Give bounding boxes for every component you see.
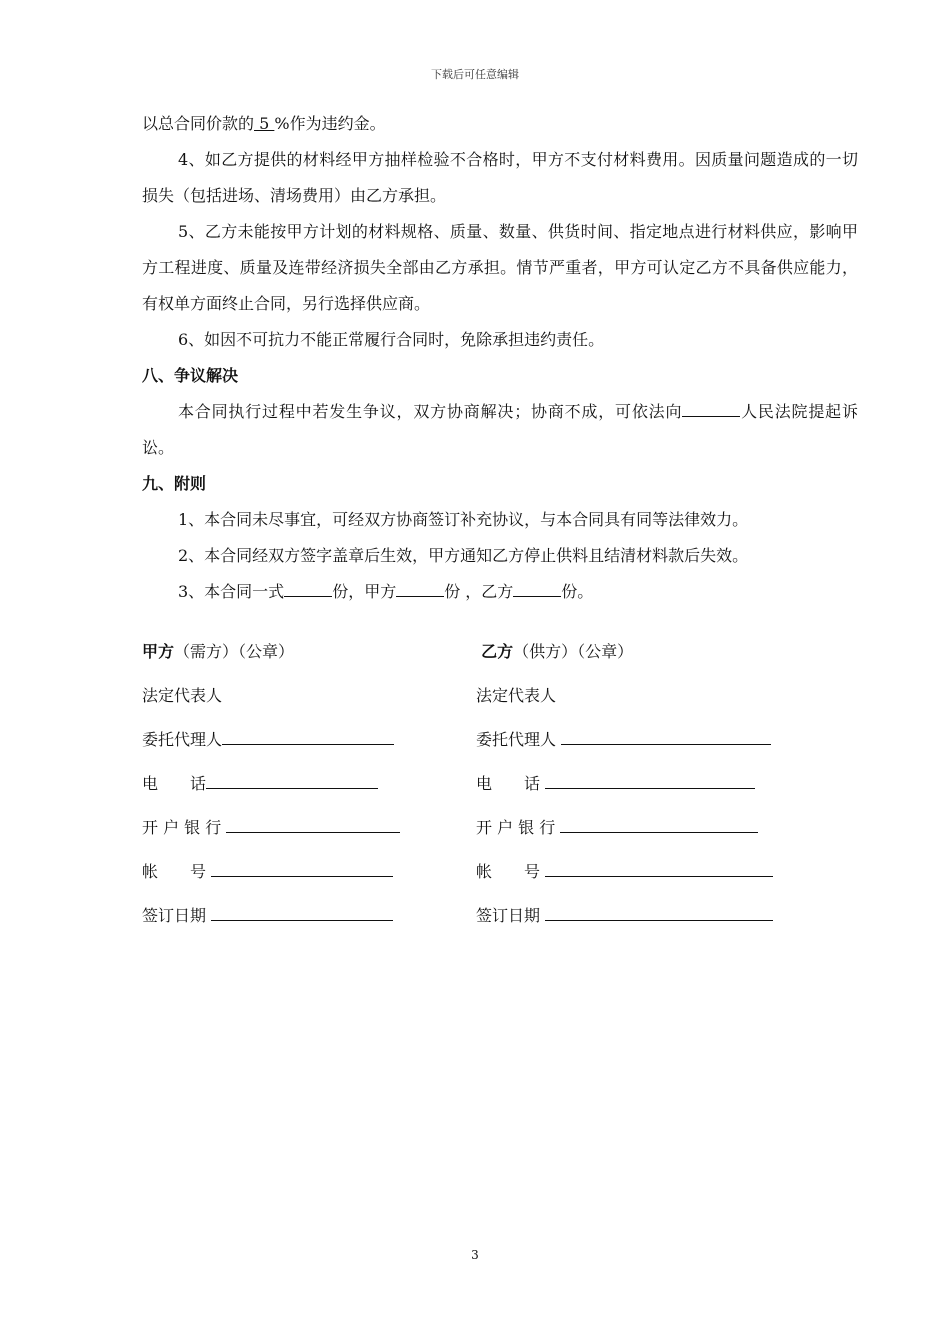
- party-b-agent-line: [561, 724, 771, 745]
- penalty-clause-continuation: [142, 106, 858, 142]
- party-a-bank-line: [226, 812, 400, 833]
- contract-body: [142, 106, 858, 610]
- party-a-agent-label: 委托代理人: [142, 730, 223, 749]
- copies-text-a: 3、本合同一式: [178, 582, 285, 601]
- copies-party-b-blank: [513, 578, 561, 597]
- party-a-heading: [142, 636, 400, 680]
- party-b-phone-label: 电 话: [476, 774, 541, 793]
- party-a-rep-label: 法定代表人: [142, 686, 223, 705]
- party-a-date-label: 签订日期: [142, 906, 207, 925]
- party-a-bank-label: 开 户 银 行: [142, 818, 222, 837]
- party-b-bank-line: [560, 812, 758, 833]
- party-b-date-label: 签订日期: [476, 906, 541, 925]
- dispute-text-post: 人民法院提起诉讼。: [142, 402, 858, 457]
- page-header: 下载后可任意编辑: [431, 68, 519, 81]
- copies-total-blank: [284, 578, 332, 597]
- party-a-account-row: [142, 856, 400, 900]
- party-a-date-line: [211, 900, 393, 921]
- party-a-rep-row: [142, 680, 400, 724]
- copies-text-c: 份 ，乙方: [444, 582, 514, 601]
- party-a-title: 甲方: [142, 642, 175, 661]
- supplementary-clause-2: 2、本合同经双方签字盖章后生效，甲方通知乙方停止供料且结清材料款后失效。: [178, 546, 749, 565]
- party-b-signature: [476, 636, 773, 944]
- party-b-agent-row: [476, 724, 773, 768]
- party-a-phone-row: [142, 768, 400, 812]
- party-b-rep-label: 法定代表人: [476, 686, 557, 705]
- party-a-date-row: [142, 900, 400, 944]
- penalty-text-post: %作为违约金。: [274, 114, 386, 133]
- clause-5: 5、乙方未能按甲方计划的材料规格、质量、数量、供货时间、指定地点进行材料供应，影响甲方工程进度、质量及连带经济损失全部由乙方承担。情节严重者，甲方可认定乙方不具备供应能力，有权单方面终止合同，另行选择供应商。: [142, 222, 858, 313]
- party-b-account-row: [476, 856, 773, 900]
- party-b-phone-row: [476, 768, 773, 812]
- party-b-heading: [476, 636, 773, 680]
- clause-6: 6、如因不可抗力不能正常履行合同时，免除承担违约责任。: [178, 330, 605, 349]
- section-heading-dispute: 八、争议解决: [142, 366, 239, 385]
- party-a-account-label: 帐 号: [142, 862, 207, 881]
- page-number: 3: [471, 1248, 479, 1262]
- party-b-account-line: [545, 856, 773, 877]
- party-b-bank-label: 开 户 银 行: [476, 818, 556, 837]
- party-b-date-row: [476, 900, 773, 944]
- party-b-rep-row: [476, 680, 773, 724]
- section-heading-supplementary: 九、附则: [142, 474, 207, 493]
- party-a-signature: [142, 636, 400, 944]
- party-b-account-label: 帐 号: [476, 862, 541, 881]
- clause-4: 4、如乙方提供的材料经甲方抽样检验不合格时，甲方不支付材料费用。因质量问题造成的一切损失（包括进场、清场费用）由乙方承担。: [142, 150, 858, 205]
- party-a-agent-row: [142, 724, 400, 768]
- party-a-bank-row: [142, 812, 400, 856]
- party-b-bank-row: [476, 812, 773, 856]
- party-b-date-line: [545, 900, 773, 921]
- dispute-clause: [142, 394, 858, 466]
- court-blank: [682, 398, 740, 417]
- party-b-agent-label: 委托代理人: [476, 730, 557, 749]
- party-a-phone-line: [206, 768, 378, 789]
- party-b-title: 乙方: [481, 642, 514, 661]
- party-a-agent-line: [222, 724, 394, 745]
- party-b-subtitle: （供方）（公章）: [513, 642, 634, 661]
- supplementary-clause-3: [142, 574, 858, 610]
- copies-text-b: 份，甲方: [332, 582, 397, 601]
- penalty-text-pre: 以总合同价款的: [142, 114, 255, 133]
- party-b-phone-line: [545, 768, 755, 789]
- dispute-text-pre: 本合同执行过程中若发生争议，双方协商解决；协商不成，可依法向: [178, 402, 683, 421]
- penalty-rate: 5: [254, 114, 275, 133]
- party-a-subtitle: （需方）（公章）: [174, 642, 295, 661]
- copies-party-a-blank: [396, 578, 444, 597]
- copies-text-d: 份。: [561, 582, 594, 601]
- party-a-phone-label: 电 话: [142, 774, 207, 793]
- supplementary-clause-1: 1、本合同未尽事宜，可经双方协商签订补充协议，与本合同具有同等法律效力。: [178, 510, 749, 529]
- party-a-account-line: [211, 856, 393, 877]
